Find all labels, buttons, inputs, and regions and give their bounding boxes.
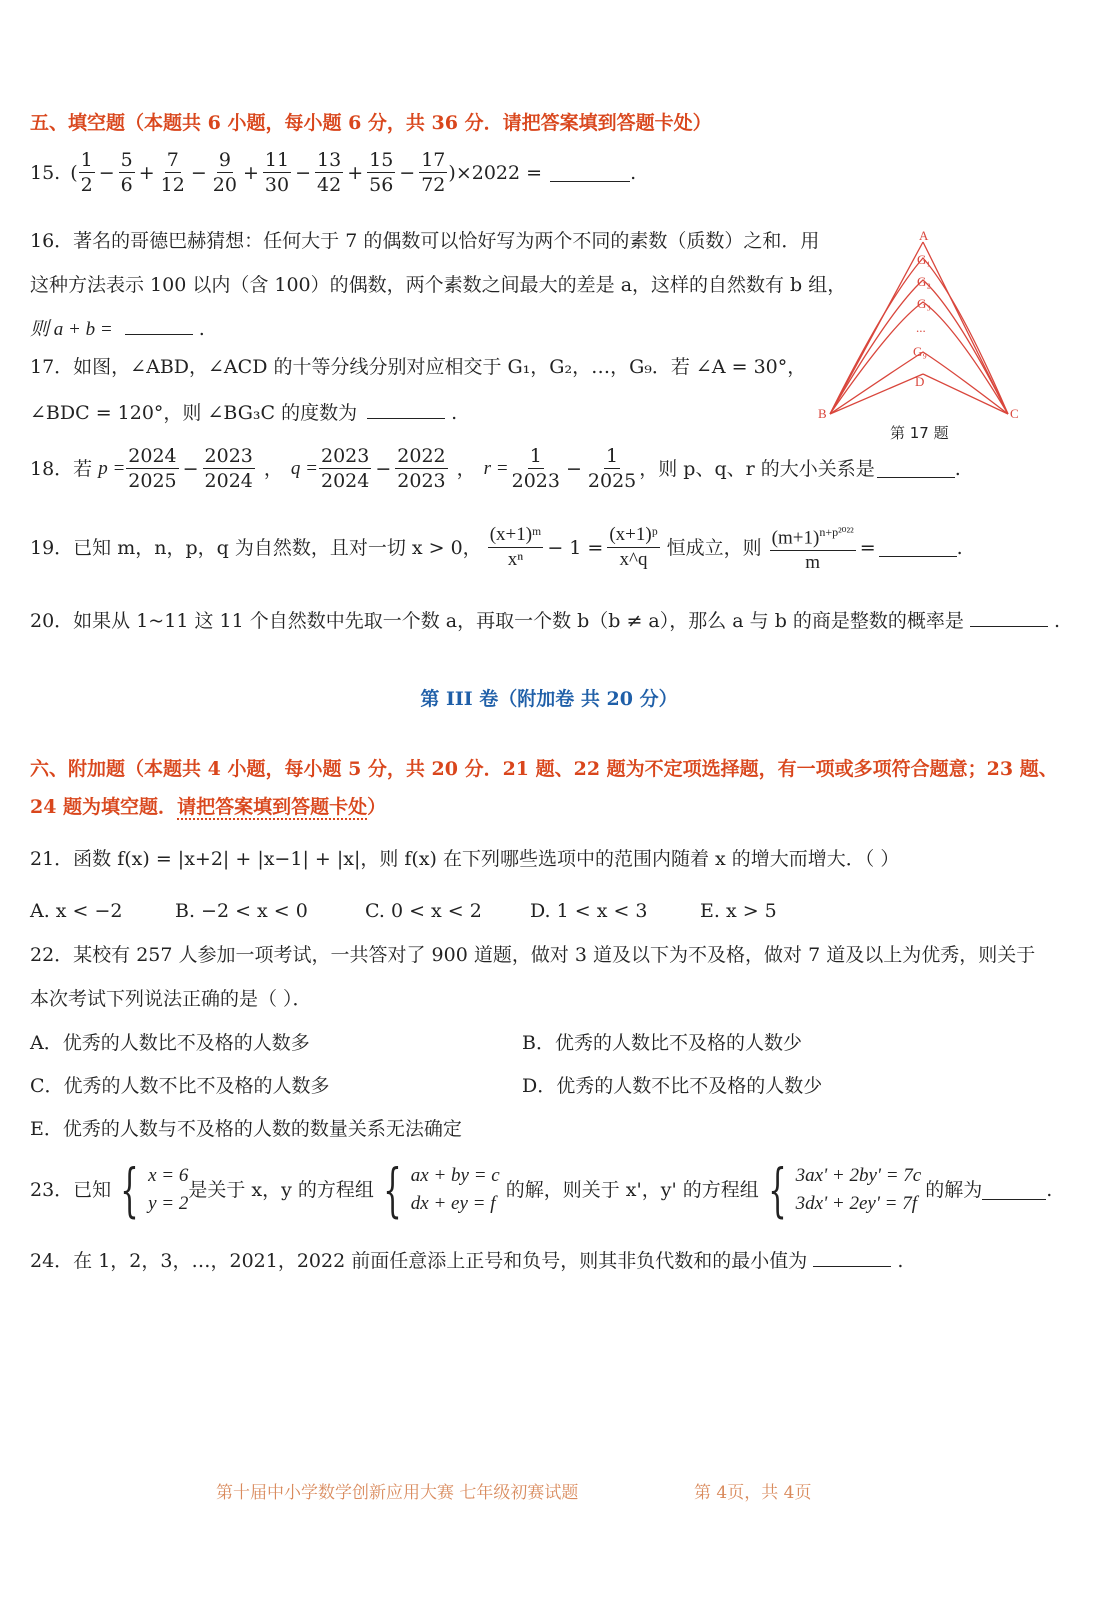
fig17-label-dots: ...	[916, 320, 926, 335]
fig17-label-d: D	[915, 374, 925, 389]
q23-end: .	[1046, 1179, 1053, 1201]
q15-fraction	[367, 148, 395, 197]
q23-sys1-eq2: y = 2	[148, 1193, 189, 1214]
q18-end: .	[954, 457, 961, 480]
q19-eq: =	[859, 536, 876, 559]
q19-end: .	[956, 536, 963, 559]
question-20	[30, 608, 1060, 634]
q15-fraction-denominator: 6	[120, 174, 133, 196]
q15-operator: +	[242, 161, 259, 184]
q23-number: 23．已知	[30, 1179, 112, 1201]
q15-operator: +	[138, 161, 155, 184]
q20-answer-blank[interactable]	[970, 608, 1048, 627]
q21-options	[30, 898, 777, 924]
fig17-label-g2: G₂	[917, 274, 931, 289]
q23-mid1: 是关于 x，y 的方程组	[188, 1179, 374, 1201]
q15-fraction	[263, 148, 291, 197]
q19-answer-blank[interactable]	[879, 538, 957, 557]
q16-line-1: 16．著名的哥德巴赫猜想：任何大于 7 的偶数可以恰好写为两个不同的素数（质数）之和．用	[30, 230, 820, 252]
q15-fraction-denominator: 30	[264, 174, 290, 196]
q16-line-3	[30, 316, 205, 343]
q15-fraction-numerator: 1	[80, 149, 93, 171]
q16-expression: 则 a + b =	[30, 319, 113, 340]
q23-sys1-eq1: x = 6	[148, 1165, 189, 1186]
q24-text: 24．在 1，2，3，…，2021，2022 前面任意添上正号和负号，则其非负代数和的最小值为	[30, 1250, 808, 1272]
q15-fraction	[79, 148, 95, 197]
fig17-label-c: C	[1010, 406, 1019, 421]
q16-end: .	[198, 318, 205, 340]
q18-p-frac1-den: 2025	[128, 470, 177, 492]
q23-sys3-eq2: 3dx' + 2ey' = 7f	[795, 1193, 917, 1214]
q15-fraction	[119, 148, 135, 197]
q19-frac2-num: (x+1)ᵖ	[607, 523, 659, 548]
q19-frac3-exp: n+p²⁰²²	[819, 525, 854, 539]
q18-p-frac1-num: 2024	[128, 445, 177, 467]
q15-expression	[78, 148, 449, 197]
q22-option-e[interactable]: E．优秀的人数与不及格的人数的数量关系无法确定	[30, 1118, 462, 1140]
q21-option-b[interactable]: B. −2 < x < 0	[175, 900, 308, 922]
section-6-line-1: 六、附加题（本题共 4 小题，每小题 5 分，共 20 分．21 题、22 题为不定项选择题，有一项或多项符合题意；23 题、	[30, 758, 1058, 780]
section-6-line-2c: ）	[367, 796, 387, 818]
q23-answer-blank[interactable]	[982, 1181, 1046, 1200]
q15-operator: −	[190, 161, 207, 184]
q17-end: .	[451, 402, 458, 424]
q20-end: .	[1054, 610, 1061, 632]
q23-sys3-eq1: 3ax' + 2by' = 7c	[795, 1165, 922, 1186]
q15-number: 15.	[30, 161, 61, 184]
q21-option-d[interactable]: D. 1 < x < 3	[530, 900, 648, 922]
q15-fraction	[159, 148, 187, 197]
section-6-line-2a: 24 题为填空题．	[30, 796, 178, 818]
fig17-label-g3: G₃	[917, 296, 931, 311]
q23-system-1: { x = 6 y = 2	[120, 1156, 189, 1224]
q18-answer-blank[interactable]	[877, 459, 955, 478]
q22-option-c[interactable]: C．优秀的人数不比不及格的人数多	[30, 1075, 330, 1097]
question-15	[30, 148, 636, 197]
q15-fraction-denominator: 72	[421, 174, 446, 196]
q15-operator: −	[399, 161, 416, 184]
q18-p-frac2-den: 2024	[204, 470, 253, 492]
q15-tail: )×2022 =	[448, 161, 543, 184]
q19-head: 19．已知 m，n，p，q 为自然数，且对一切 x > 0，	[30, 536, 482, 559]
question-19	[30, 520, 963, 575]
q22-line-1: 22．某校有 257 人参加一项考试，一共答对了 900 道题，做对 3 道及以下为不及格，做对 7 道及以上为优秀，则关于	[30, 944, 1036, 966]
q18-p-frac2-num: 2023	[204, 445, 253, 467]
q18-tail: ，则 p、q、r 的大小关系是	[639, 457, 875, 480]
q18-number: 18．若	[30, 457, 93, 480]
q19-frac2-den: x^q	[619, 549, 648, 571]
q23-tail: 的解为	[925, 1179, 983, 1201]
q22-option-b[interactable]: B．优秀的人数比不及格的人数少	[522, 1032, 802, 1054]
q15-fraction	[315, 148, 343, 197]
q21-text: 21．函数 f(x) = |x+2| + |x−1| + |x|，则 f(x) 在下列哪些选项中的范围内随着 x 的增大而增大．（ ）	[30, 848, 900, 870]
q19-frac3-den: m	[805, 552, 821, 574]
question-18: 18．若 p = $\frac{2024}{2025}$ − $\frac{2023}{2024}$ ， q = $\frac{2023}{2024}$ − $\frac{2022}{2023}$ ， r = $\frac{1}{2023}$ − $\frac{1}{2025}$ ，则 p、q、r 的大小关系是 .	[30, 445, 961, 492]
fig17-label-g9: G₉	[913, 344, 927, 359]
q18-q-label: q =	[290, 457, 318, 479]
question-24	[30, 1248, 903, 1274]
q19-frac1-num: (x+1)ᵐ	[488, 523, 544, 548]
q15-fraction-numerator: 11	[264, 149, 290, 171]
section-6-emphasis: 请把答案填到答题卡处	[177, 796, 368, 818]
fig17-label-b: B	[818, 406, 827, 421]
q15-fraction-numerator: 13	[317, 149, 342, 171]
q15-operator: −	[98, 161, 115, 184]
q15-fraction-numerator: 17	[421, 149, 446, 171]
volume-3-title: 第 III 卷（附加卷 共 20 分）	[420, 688, 678, 710]
q18-q-frac1-den: 2024	[321, 470, 370, 492]
q18-q-frac2-den: 2023	[397, 470, 446, 492]
fig17-label-g1: G₁	[917, 252, 931, 267]
q15-fraction-denominator: 56	[369, 174, 394, 196]
q17-answer-blank[interactable]	[367, 400, 445, 419]
q15-fraction-numerator: 9	[218, 149, 231, 171]
q24-answer-blank[interactable]	[813, 1248, 891, 1267]
q18-r-frac1-den: 2023	[511, 470, 560, 492]
q15-fraction-denominator: 42	[317, 174, 342, 196]
q19-frac1-den: xⁿ	[507, 549, 524, 571]
q18-q-frac1-num: 2023	[321, 445, 370, 467]
fig17-caption: 第 17 题	[890, 424, 949, 442]
q22-option-d[interactable]: D．优秀的人数不比不及格的人数少	[522, 1075, 823, 1097]
question-23	[30, 1156, 1053, 1224]
q16-line-2: 这种方法表示 100 以内（含 100）的偶数，两个素数之间最大的差是 a，这样的自然数有 b 组，	[30, 274, 847, 296]
q15-operator: −	[295, 161, 311, 184]
q21-option-a[interactable]: A. x < −2	[30, 900, 123, 922]
q18-p-label: p =	[98, 457, 126, 479]
q18-r-frac1-num: 1	[529, 445, 542, 467]
q22-option-a[interactable]: A．优秀的人数比不及格的人数多	[30, 1032, 310, 1054]
q15-fraction-denominator: 20	[212, 174, 237, 196]
q19-mid2: 恒成立，则	[666, 536, 762, 559]
q17-line-2	[30, 400, 457, 426]
q15-operator: +	[347, 161, 364, 184]
q23-system-3: { 3ax' + 2by' = 7c 3dx' + 2ey' = 7f	[767, 1156, 922, 1224]
q23-sys2-eq2: dx + ey = f	[410, 1193, 496, 1214]
q18-q-frac2-num: 2022	[397, 445, 446, 467]
q23-system-2: { ax + by = c dx + ey = f	[383, 1156, 500, 1224]
section-5-title: 五、填空题（本题共 6 小题，每小题 6 分，共 36 分．请把答案填到答题卡处）	[30, 112, 712, 134]
q23-sys2-eq1: ax + by = c	[410, 1165, 500, 1186]
q18-r-frac2-num: 1	[606, 445, 619, 467]
q15-fraction-numerator: 5	[120, 149, 133, 171]
q15-fraction	[211, 148, 239, 197]
q17-line-1: 17．如图，∠ABD，∠ACD 的十等分线分别对应相交于 G₁，G₂，…，G₉．若 ∠A = 30°，	[30, 356, 807, 378]
footer-title: 第十届中小学数学创新应用大赛 七年级初赛试题	[216, 1483, 579, 1503]
q19-mid: − 1 =	[547, 536, 604, 559]
q15-end: .	[630, 161, 637, 184]
q20-text: 20．如果从 1~11 这 11 个自然数中先取一个数 a，再取一个数 b（b ≠ a），那么 a 与 b 的商是整数的概率是	[30, 610, 964, 632]
q18-r-label: r =	[483, 457, 509, 479]
q22-line-2: 本次考试下列说法正确的是（ ）．	[30, 988, 312, 1010]
q19-frac3-num: (m+1)	[771, 527, 820, 549]
q15-fraction	[419, 148, 447, 197]
q15-open-paren: (	[70, 161, 78, 184]
q24-end: .	[897, 1250, 904, 1272]
section-6-line-2	[30, 794, 386, 820]
q18-r-frac2-den: 2025	[587, 470, 637, 492]
q23-mid2: 的解，则关于 x'，y' 的方程组	[505, 1179, 759, 1201]
q21-option-e[interactable]: E. x > 5	[700, 900, 777, 922]
q15-fraction-numerator: 15	[369, 149, 394, 171]
fig17-label-a: A	[919, 228, 929, 243]
q16-answer-blank[interactable]	[125, 316, 193, 335]
q15-fraction-denominator: 12	[160, 174, 185, 196]
q15-fraction-numerator: 7	[166, 149, 179, 171]
q17-line-2-text: ∠BDC = 120°，则 ∠BG₃C 的度数为	[30, 402, 358, 424]
footer-page-number: 第 4页，共 4页	[694, 1483, 812, 1503]
figure-17	[818, 228, 1028, 448]
q15-fraction-denominator: 2	[80, 174, 93, 196]
q15-answer-blank[interactable]	[550, 163, 630, 182]
q21-option-c[interactable]: C. 0 < x < 2	[365, 900, 482, 922]
